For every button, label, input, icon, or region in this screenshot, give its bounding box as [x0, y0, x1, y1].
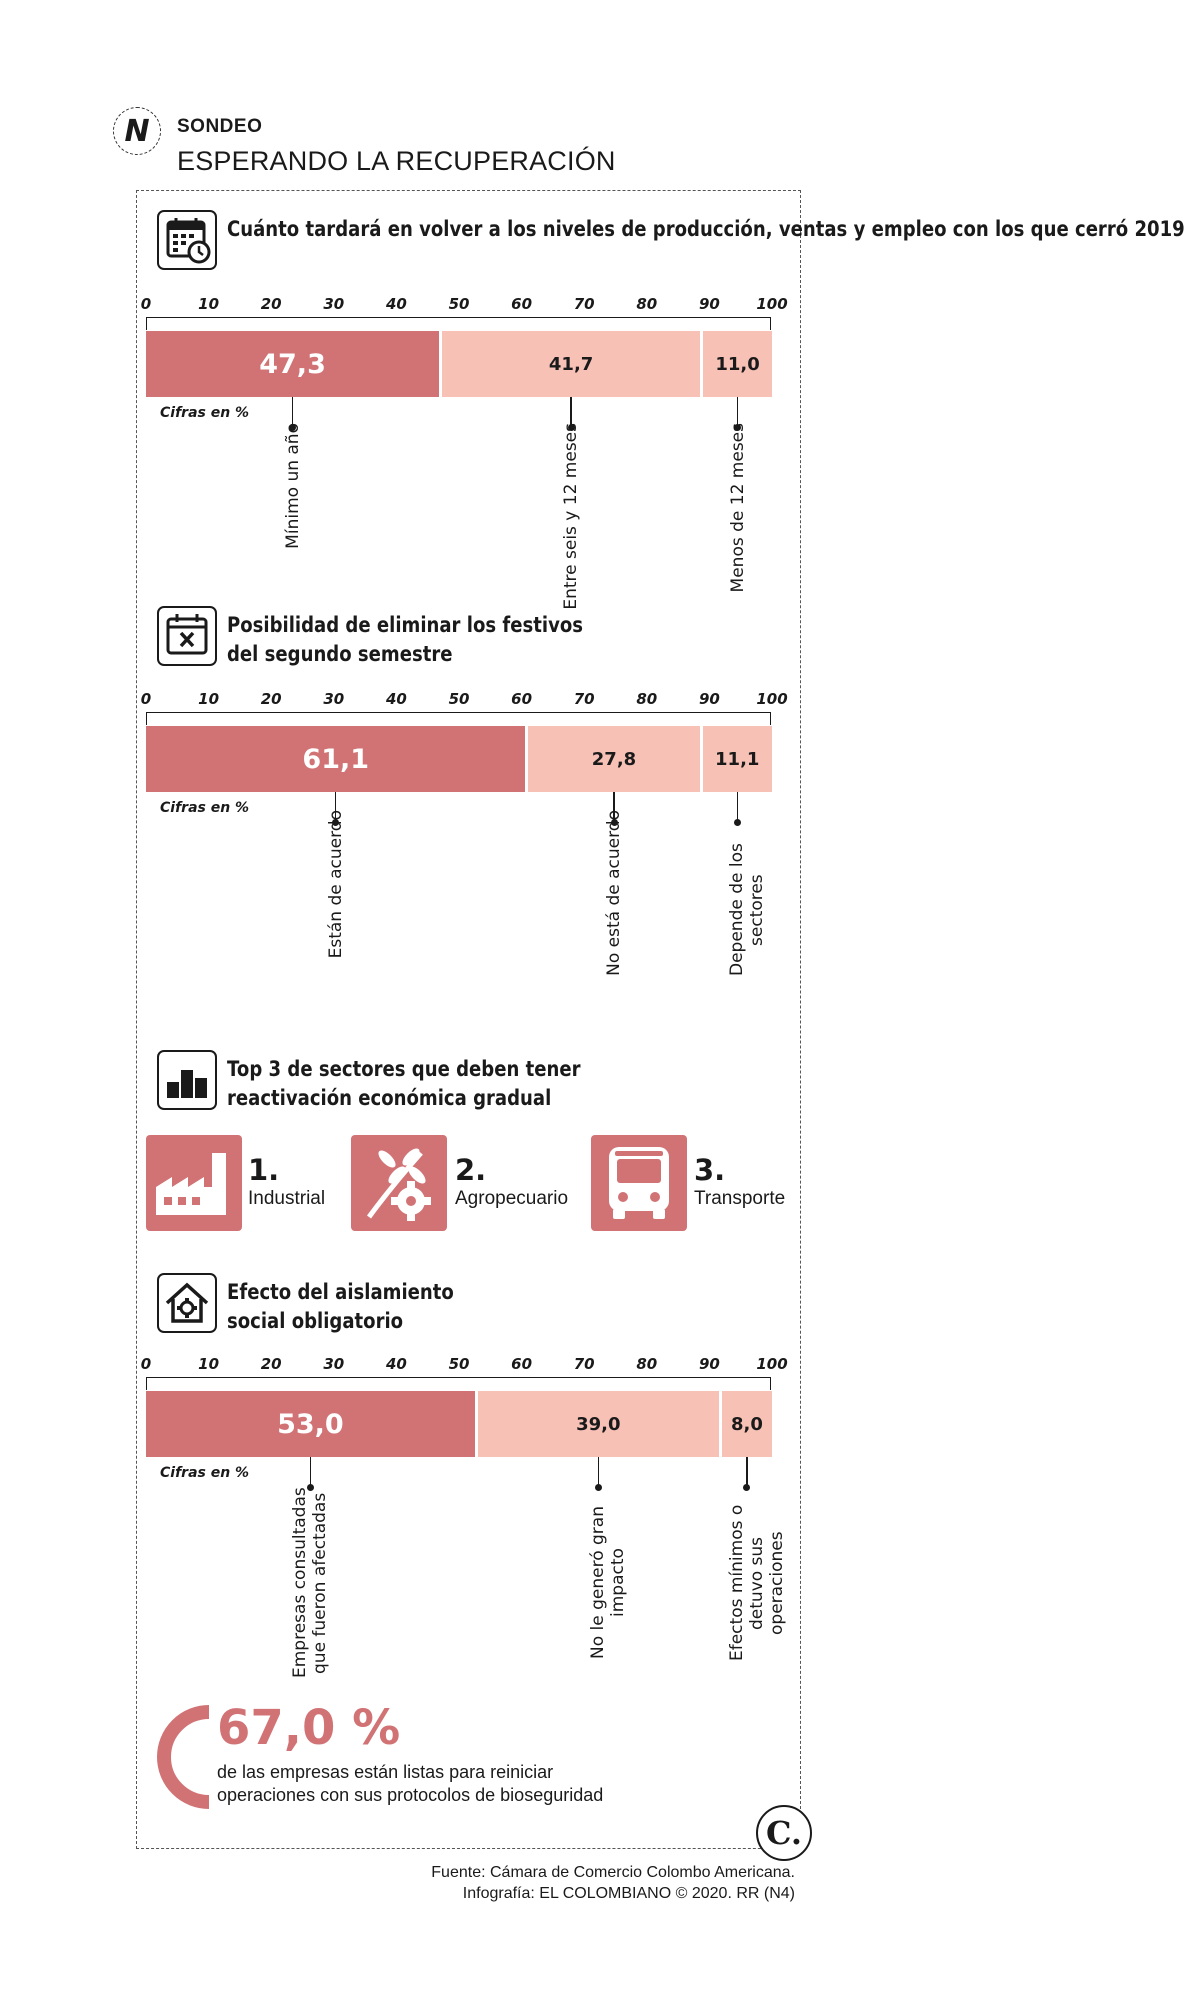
- chart-3-bars: [140, 1355, 788, 1715]
- brand-c-logo: C.: [756, 1805, 812, 1861]
- axis-tick-label: 40: [385, 1355, 407, 1373]
- calendar-clock-icon: [157, 210, 217, 270]
- home-gear-icon: [157, 1273, 217, 1333]
- factory-icon: [146, 1135, 242, 1231]
- chart-2-title: Posibilidad de eliminar los festivos del segundo semestre: [227, 613, 583, 666]
- axis-tick-label: 90: [698, 295, 720, 313]
- category-label: Están de acuerdo: [325, 810, 346, 959]
- axis-tick-label: 100: [756, 690, 788, 708]
- kicker: SONDEO: [177, 116, 263, 137]
- axis-tick-label: 60: [511, 1355, 533, 1373]
- axis-tick-label: 0: [140, 295, 152, 313]
- axis-tick-label: 80: [636, 295, 658, 313]
- bar-segment: 61,1: [146, 726, 525, 792]
- sector-2-name: Agropecuario: [455, 1188, 569, 1209]
- chart-2-bars: [140, 690, 788, 1030]
- plant-gear-icon: [351, 1135, 447, 1231]
- category-label: Entre seis y 12 meses: [561, 423, 582, 610]
- unit-label: Cifras en %: [160, 1465, 250, 1481]
- axis-tick-label: 30: [323, 295, 345, 313]
- axis-tick-label: 20: [260, 690, 282, 708]
- category-label: No le generó gran impacto: [588, 1506, 629, 1660]
- bar-segment: 39,0: [478, 1391, 719, 1457]
- sector-1-rank: 1.: [248, 1153, 280, 1187]
- axis-tick-label: 100: [756, 295, 788, 313]
- sector-3-name: Transporte: [694, 1188, 786, 1209]
- axis-tick-label: 80: [636, 690, 658, 708]
- sector-1-name: Industrial: [248, 1188, 326, 1209]
- credit-text: Infografía: EL COLOMBIANO © 2020. RR (N4): [462, 1885, 795, 1902]
- axis-tick-label: 0: [140, 690, 152, 708]
- axis-tick-label: 20: [260, 1355, 282, 1373]
- axis-tick-label: 90: [698, 690, 720, 708]
- category-label: Menos de 12 meses: [727, 423, 748, 593]
- unit-label: Cifras en %: [160, 405, 250, 421]
- calendar-cancel-icon: [157, 606, 217, 666]
- axis-tick-label: 10: [198, 690, 220, 708]
- brand-n-logo: N: [113, 107, 161, 155]
- unit-label: Cifras en %: [160, 800, 250, 816]
- bar-segment: 53,0: [146, 1391, 475, 1457]
- axis-tick-label: 50: [448, 295, 470, 313]
- axis-tick-label: 10: [198, 295, 220, 313]
- axis-tick-label: 90: [698, 1355, 720, 1373]
- category-label: No está de acuerdo: [604, 810, 624, 976]
- axis-tick-label: 10: [198, 1355, 220, 1373]
- chart-1-title: Cuánto tardará en volver a los niveles de producción, ventas y empleo con los que cerró 2019: [227, 217, 1185, 241]
- category-label: Mínimo un año: [282, 423, 303, 549]
- bar-segment: 27,8: [528, 726, 699, 792]
- bar-segment: 41,7: [442, 331, 700, 397]
- source-text: Fuente: Cámara de Comercio Colombo Americana.: [431, 1864, 795, 1881]
- category-label: Depende de los sectores: [727, 843, 768, 977]
- page-title: ESPERANDO LA RECUPERACIÓN: [177, 146, 616, 176]
- category-label: Empresas consultadas que fueron afectadas: [290, 1487, 331, 1679]
- sector-3-rank: 3.: [694, 1153, 726, 1187]
- axis-tick-label: 70: [573, 295, 595, 313]
- axis-tick-label: 100: [756, 1355, 788, 1373]
- bar-segment: 47,3: [146, 331, 439, 397]
- bar-segment: 8,0: [722, 1391, 772, 1457]
- highlight-text-line2: operaciones con sus protocolos de bioseguridad: [217, 1785, 604, 1805]
- bus-icon: [591, 1135, 687, 1231]
- highlight-gauge-arc: [153, 1705, 213, 1809]
- podium-icon: [157, 1050, 217, 1110]
- axis-tick-label: 30: [323, 690, 345, 708]
- axis-tick-label: 30: [323, 1355, 345, 1373]
- axis-tick-label: 50: [448, 1355, 470, 1373]
- axis-tick-label: 80: [636, 1355, 658, 1373]
- axis-line: [146, 317, 771, 330]
- category-label: Efectos mínimos o detuvo sus operaciones: [726, 1504, 787, 1662]
- axis-tick-label: 50: [448, 690, 470, 708]
- sectors-title: Top 3 de sectores que deben tener reactivación económica gradual: [227, 1057, 581, 1110]
- bar-segment: 11,1: [703, 726, 772, 792]
- axis-tick-label: 40: [385, 690, 407, 708]
- highlight-text-line1: de las empresas están listas para reiniciar: [217, 1762, 554, 1782]
- axis-line: [146, 1377, 771, 1390]
- axis-tick-label: 40: [385, 295, 407, 313]
- axis-tick-label: 60: [511, 690, 533, 708]
- chart-3-title: Efecto del aislamiento social obligatorio: [227, 1280, 454, 1333]
- bar-segment: 11,0: [703, 331, 772, 397]
- chart-1-bars: [140, 295, 788, 625]
- axis-tick-label: 0: [140, 1355, 152, 1373]
- axis-tick-label: 70: [573, 690, 595, 708]
- axis-line: [146, 712, 771, 725]
- highlight-value: 67,0 %: [217, 1700, 401, 1756]
- axis-tick-label: 70: [573, 1355, 595, 1373]
- axis-tick-label: 20: [260, 295, 282, 313]
- axis-tick-label: 60: [511, 295, 533, 313]
- sector-2-rank: 2.: [455, 1153, 487, 1187]
